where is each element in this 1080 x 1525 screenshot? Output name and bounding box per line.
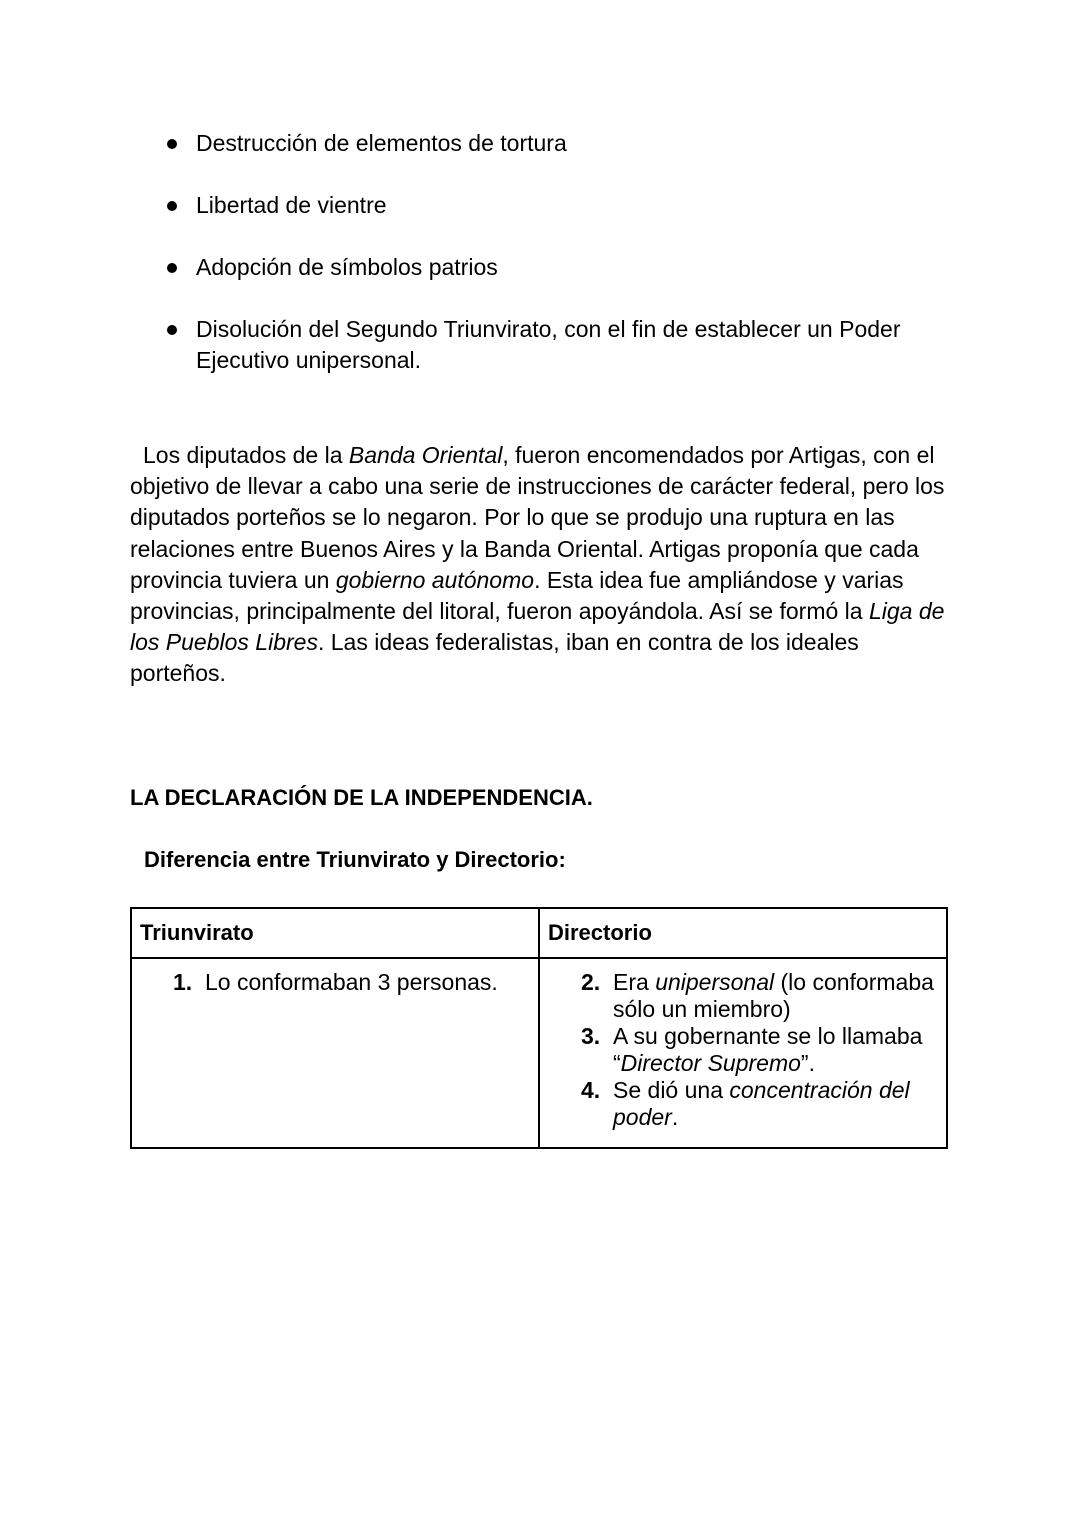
bullet-icon	[167, 325, 177, 335]
cell-directorio	[539, 958, 947, 1148]
text-segment: Era	[613, 969, 656, 995]
bullet-text: Adopción de símbolos patrios	[196, 254, 498, 280]
subheading: Diferencia entre Triunvirato y Directorio:	[144, 847, 566, 872]
text-segment: .	[671, 1104, 679, 1130]
bullet-text: Disolución del Segundo Triunvirato, con el fin de establecer un Poder Ejecutivo unipersonal.	[196, 316, 901, 373]
list-number: 1.	[173, 969, 193, 995]
italic-text: concentración del poder	[613, 1077, 910, 1130]
italic-text: unipersonal	[655, 969, 775, 995]
list-item	[548, 969, 938, 1023]
bullet-item	[160, 252, 940, 283]
text-segment: Se dió una	[613, 1077, 730, 1103]
bullet-icon	[167, 201, 177, 211]
bullet-icon	[167, 139, 177, 149]
bullet-text: Destrucción de elementos de tortura	[196, 130, 567, 156]
bullet-text: Libertad de vientre	[196, 192, 387, 218]
table-row	[131, 958, 947, 1148]
bullet-list	[160, 128, 940, 407]
bullet-item	[160, 314, 940, 376]
bullet-icon	[167, 263, 177, 273]
list-item	[140, 969, 530, 996]
comparison-table	[130, 907, 948, 1149]
cell-triunvirato	[131, 958, 539, 1148]
body-paragraph	[130, 440, 955, 690]
header-directorio: Directorio	[539, 908, 947, 958]
text-segment: . Las ideas federalistas, iban en contra de los ideales porteños.	[130, 629, 859, 687]
list-item	[548, 1077, 938, 1131]
italic-text: Liga de los Pueblos Libres	[130, 598, 945, 656]
text-segment: A su gobernante se lo llamaba “	[613, 1023, 923, 1076]
list-number: 2.	[581, 969, 601, 995]
numbered-list	[140, 969, 530, 996]
text-segment: ”.	[800, 1050, 815, 1076]
text-segment: Lo conformaban 3 personas.	[205, 969, 498, 995]
italic-text: Director Supremo	[620, 1050, 801, 1076]
text-segment: Los diputados de la	[143, 442, 349, 468]
text-segment: (lo conformaba sólo un miembro)	[613, 969, 934, 1022]
list-number: 3.	[581, 1023, 601, 1049]
list-number: 4.	[581, 1077, 601, 1103]
header-triunvirato: Triunvirato	[131, 908, 539, 958]
section-heading: LA DECLARACIÓN DE LA INDEPENDENCIA.	[130, 785, 593, 810]
table-header-row	[131, 908, 947, 958]
italic-text: gobierno autónomo	[335, 566, 535, 593]
numbered-list	[548, 969, 938, 1131]
italic-text: Banda Oriental	[348, 442, 503, 468]
bullet-item	[160, 190, 940, 221]
bullet-item	[160, 128, 940, 159]
text-segment: . Esta idea fue ampliándose y varias provincias, principalmente del litoral, fueron apoyándola. Así se formó la	[130, 566, 904, 625]
list-item	[548, 1023, 938, 1077]
text-segment: , fueron encomendados por Artigas, con el objetivo de llevar a cabo una serie de instrucciones de carácter federal, pero los diputados porteños se lo negaron. Por lo que se produjo una ruptura en las relaciones entre Buenos Aires y la Banda Oriental. Artigas proponía que cada provincia tuviera un	[130, 442, 945, 593]
